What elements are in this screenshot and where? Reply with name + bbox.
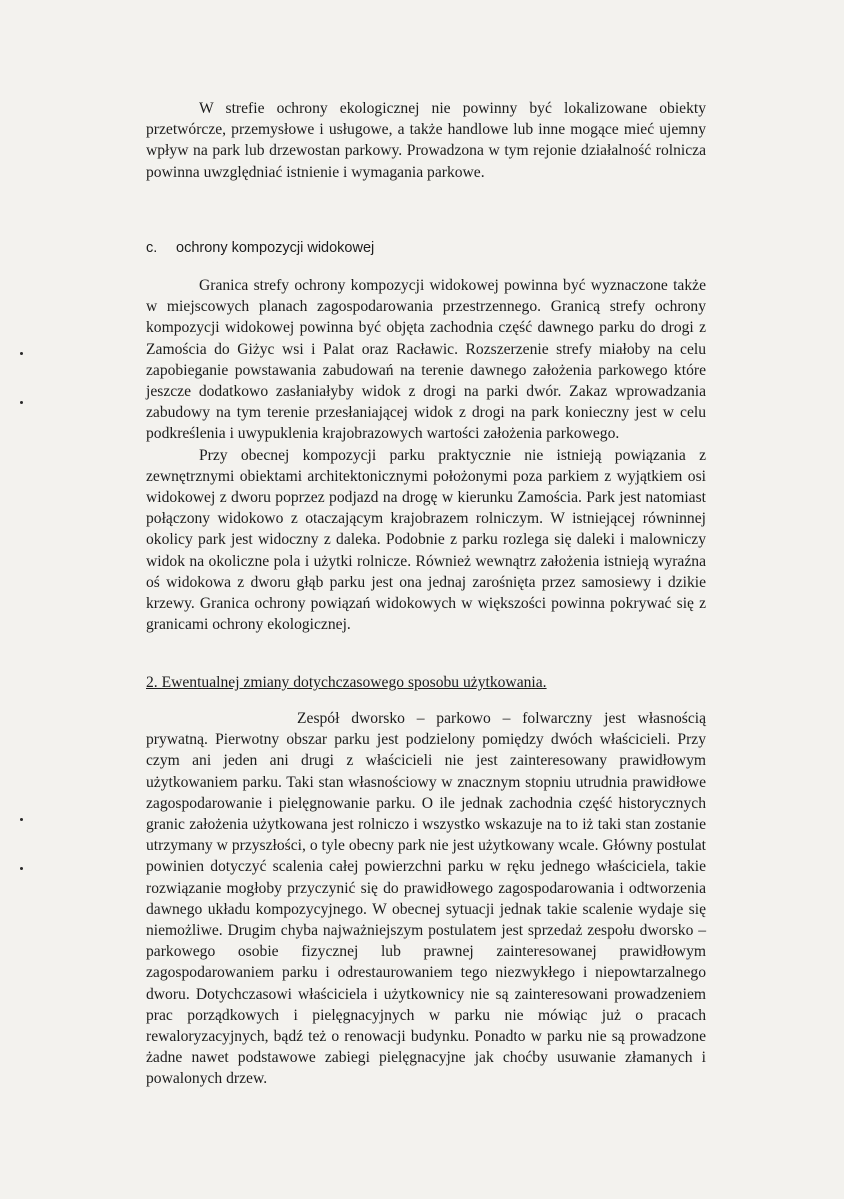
paragraph-ecological-zone <box>146 98 706 183</box>
section-heading-c <box>146 240 546 256</box>
margin-mark <box>20 867 23 870</box>
margin-mark <box>20 401 23 404</box>
margin-mark <box>20 352 23 355</box>
paragraph-ownership <box>146 708 706 1090</box>
section-letter: c. <box>146 240 158 256</box>
paragraph-text: Przy obecnej kompozycji parku praktycznie nie istnieją powiązania z zewnętrznymi obiektami architektonicznymi położonymi poza parkiem z wyjątkiem osi widokowej z dworu poprzez podjazd na drogę w kierunku Zamościa. Park jest natomiast połączony widokowo z otaczającym krajobrazem rolniczym. W istniejącej równinnej okolicy park jest widoczny z daleka. Podobnie z parku rozlega się daleki i malowniczy widok na okoliczne pola i użytki rolnicze. Również wewnątrz założenia istnieją wyraźna oś widokowa z dworu głąb parku jest ona jednaj zarośnięta przez samosiewy i dzikie krzewy. Granica ochrony powiązań widokowych w większości powinna pokrywać się z granicami ochrony ekologicznej. <box>146 446 706 634</box>
paragraph-text: Zespół dworsko – parkowo – folwarczny jest własnością prywatną. Pierwotny obszar parku jest podzielony pomiędzy dwóch właścicieli. Przy czym ani jeden ani drugi z właścicieli nie jest zainteresowany prawidłowym użytkowaniem parku. Taki stan własnościowy w znacznym stopniu utrudnia prawidłowe zagospodarowanie i pielęgnowanie parku. O ile jednak zachodnia część historycznych granic założenia użytkowana jest rolniczo i wszystko wskazuje na to iż taki stan zostanie utrzymany w przyszłości, o tyle obecny park nie jest użytkowany wcale. Główny postulat powinien dotyczyć scalenia całej powierzchni parku w ręku jednego właściciela, takie rozwiązanie mogłoby przyczynić się do prawidłowego zagospodarowania i odtworzenia dawnego układu kompozycyjnego. W obecnej sytuacji jednak takie scalenie wydaje się niemożliwe. Drugim chyba najważniejszym postulatem jest sprzedaż zespołu dworsko – parkowego osobie fizycznej lub prawnej zainteresowanej prawidłowym zagospodarowaniem parku i odrestaurowaniem tego niezwykłego i niepowtarzalnego dworu. Dotychczasowi właściciela i użytkownicy nie są zainteresowani prowadzeniem prac porządkowych i pielęgnacyjnych w parku nie mówiąc już o pracach rewaloryzacyjnych, bądź też o renowacji budynku. Ponadto w parku nie są prowadzone żadne nawet podstawowe zabiegi pielęgnacyjne jak choćby usuwanie złamanych i powalonych drzew. <box>146 710 706 1088</box>
margin-mark <box>20 818 23 821</box>
section-heading-2: 2. Ewentualnej zmiany dotychczasowego sposobu użytkowania. <box>146 674 547 691</box>
paragraph-view-composition <box>146 275 706 635</box>
section-title: ochrony kompozycji widokowej <box>176 240 375 256</box>
paragraph-text: W strefie ochrony ekologicznej nie powinny być lokalizowane obiekty przetwórcze, przemysłowe i usługowe, a także handlowe lub inne mogące mieć ujemny wpływ na park lub drzewostan parkowy. Prowadzona w tym rejonie działalność rolnicza powinna uwzględniać istnienie i wymagania parkowe. <box>146 100 706 181</box>
paragraph-text: Granica strefy ochrony kompozycji widokowej powinna być wyznaczone także w miejscowych planach zagospodarowania przestrzennego. Granicą strefy ochrony kompozycji widokowej powinna być objęta zachodnia część dawnego parku do drogi z Zamościa do Giżyc wsi i Palat oraz Racławic. Rozszerzenie strefy miałoby na celu zapobieganie powstawania zabudowań na terenie dawnego założenia parkowego które jeszcze dodatkowo zasłaniałyby widok z drogi na parki dwór. Zakaz wprowadzania zabudowy na tym terenie przesłaniającej widok z drogi na park konieczny jest w celu podkreślenia i uwypuklenia krajobrazowych wartości założenia parkowego. <box>146 277 706 443</box>
